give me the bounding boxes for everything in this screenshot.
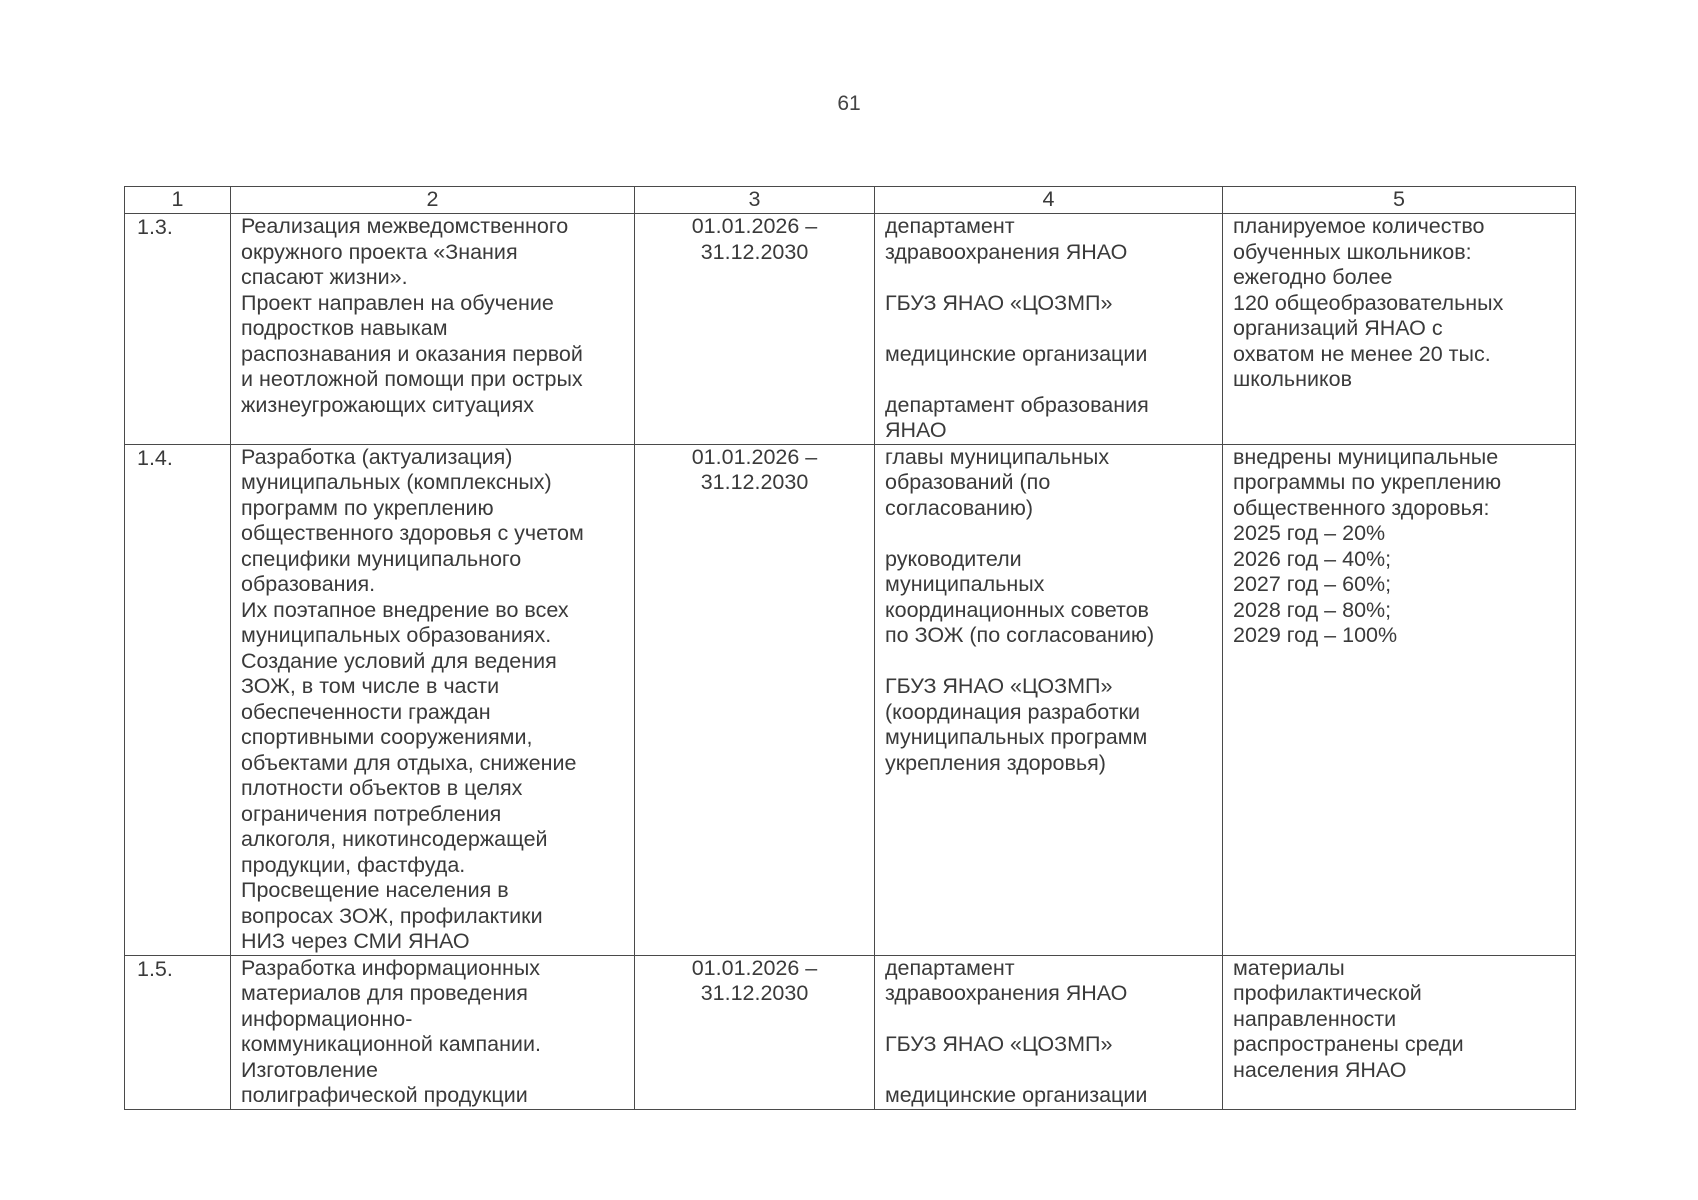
responsible-line: руководители xyxy=(885,546,1022,571)
paragraph-gap xyxy=(885,649,1212,675)
responsible-line: (координация разработки xyxy=(885,699,1141,724)
responsible-line: департамент xyxy=(885,955,1015,980)
paragraph-gap xyxy=(885,265,1212,291)
row-number: 1.3. xyxy=(137,215,173,239)
description-line: обеспеченности граждан xyxy=(241,699,491,724)
description-line: Разработка информационных xyxy=(241,955,541,980)
description-line: Их поэтапное внедрение во всех xyxy=(241,597,569,622)
description-line: ограничения потребления xyxy=(241,801,502,826)
description-line: плотности объектов в целях xyxy=(241,776,523,800)
description-line: и неотложной помощи при острых xyxy=(241,367,583,391)
responsible-line: образований (по xyxy=(885,470,1051,494)
paragraph-gap xyxy=(885,1007,1212,1033)
description-line: жизнеугрожающих ситуациях xyxy=(241,392,535,417)
result-line: планируемое количество xyxy=(1233,214,1485,238)
responsible-line: муниципальных xyxy=(885,572,1045,596)
description-line: образования. xyxy=(241,572,376,596)
result-line: 2025 год – 20% xyxy=(1233,521,1386,545)
result-line: программы по укреплению xyxy=(1233,470,1502,494)
responsible-line: координационных советов xyxy=(885,597,1149,622)
column-header: 1 xyxy=(125,187,231,214)
result-line: внедрены муниципальные xyxy=(1233,444,1499,469)
column-header: 3 xyxy=(635,187,875,214)
description-line: материалов для проведения xyxy=(241,981,528,1005)
description-line: спортивными сооружениями, xyxy=(241,725,533,749)
result-line: общественного здоровья: xyxy=(1233,495,1490,520)
description-line: Разработка (актуализация) xyxy=(241,444,513,469)
responsible-cell xyxy=(875,444,1223,955)
result-line: материалы xyxy=(1233,955,1345,980)
description-line: продукции, фастфуда. xyxy=(241,852,466,877)
result-cell xyxy=(1223,444,1576,955)
result-line: 2026 год – 40%; xyxy=(1233,546,1392,571)
result-line: 120 общеобразовательных xyxy=(1233,290,1504,315)
period-line: 31.12.2030 xyxy=(700,239,809,264)
responsible-line: медицинские организации xyxy=(885,341,1148,366)
responsible-line: ЯНАО xyxy=(885,418,947,442)
responsible-line: здравоохранения ЯНАО xyxy=(885,239,1128,264)
table-header-row xyxy=(125,187,1576,214)
description-line: полиграфической продукции xyxy=(241,1083,528,1107)
paragraph-gap xyxy=(885,1058,1212,1084)
result-line: населения ЯНАО xyxy=(1233,1057,1407,1082)
responsible-line: укрепления здоровья) xyxy=(885,750,1106,775)
description-line: спасают жизни». xyxy=(241,265,408,289)
description-line: информационно- xyxy=(241,1006,413,1031)
description-line: коммуникационной кампании. xyxy=(241,1032,541,1056)
description-line: муниципальных образованиях. xyxy=(241,623,552,647)
description-cell xyxy=(231,444,635,955)
result-line: школьников xyxy=(1233,367,1353,391)
responsible-line: департамент xyxy=(885,214,1015,238)
column-header: 5 xyxy=(1223,187,1576,214)
responsible-cell xyxy=(875,214,1223,445)
responsible-line: по ЗОЖ (по согласованию) xyxy=(885,623,1155,647)
responsible-line: здравоохранения ЯНАО xyxy=(885,981,1128,1005)
description-line: программ по укреплению xyxy=(241,495,494,520)
result-line: ежегодно более xyxy=(1233,265,1393,289)
paragraph-gap xyxy=(885,316,1212,342)
period-line: 31.12.2030 xyxy=(700,470,809,494)
description-line: муниципальных (комплексных) xyxy=(241,470,552,494)
description-line: ЗОЖ, в том числе в части xyxy=(241,674,500,698)
description-line: Изготовление xyxy=(241,1057,378,1082)
row-number-cell xyxy=(125,955,231,1109)
row-number: 1.4. xyxy=(137,445,173,470)
table-row xyxy=(125,444,1576,955)
description-line: распознавания и оказания первой xyxy=(241,341,583,366)
result-line: 2029 год – 100% xyxy=(1233,623,1398,647)
description-line: специфики муниципального xyxy=(241,546,522,571)
responsible-cell xyxy=(875,955,1223,1109)
responsible-line: ГБУЗ ЯНАО «ЦОЗМП» xyxy=(885,674,1113,698)
period-cell xyxy=(635,444,875,955)
row-number: 1.5. xyxy=(137,956,173,981)
result-cell xyxy=(1223,955,1576,1109)
description-cell xyxy=(231,214,635,445)
column-header: 4 xyxy=(875,187,1223,214)
paragraph-gap xyxy=(885,367,1212,393)
description-line: НИЗ через СМИ ЯНАО xyxy=(241,929,470,953)
description-cell xyxy=(231,955,635,1109)
row-number-cell xyxy=(125,214,231,445)
responsible-line: департамент образования xyxy=(885,392,1149,417)
paragraph-gap xyxy=(885,521,1212,547)
result-line: организаций ЯНАО с xyxy=(1233,316,1443,340)
description-line: Просвещение населения в xyxy=(241,878,509,902)
result-line: 2028 год – 80%; xyxy=(1233,597,1392,622)
period-line: 01.01.2026 – xyxy=(691,444,818,469)
row-number-cell xyxy=(125,444,231,955)
responsible-line: медицинские организации xyxy=(885,1083,1148,1107)
measures-table xyxy=(124,186,1576,1110)
description-line: Реализация межведомственного xyxy=(241,214,569,238)
responsible-line: ГБУЗ ЯНАО «ЦОЗМП» xyxy=(885,290,1113,315)
period-line: 01.01.2026 – xyxy=(691,214,818,238)
result-line: профилактической xyxy=(1233,981,1422,1005)
description-line: подростков навыкам xyxy=(241,316,448,340)
period-cell xyxy=(635,955,875,1109)
table-row xyxy=(125,214,1576,445)
result-line: охватом не менее 20 тыс. xyxy=(1233,341,1491,366)
result-line: обученных школьников: xyxy=(1233,239,1472,264)
description-line: алкоголя, никотинсодержащей xyxy=(241,827,548,851)
description-line: Создание условий для ведения xyxy=(241,648,557,673)
table-row xyxy=(125,955,1576,1109)
result-line: направленности xyxy=(1233,1006,1397,1031)
result-line: 2027 год – 60%; xyxy=(1233,572,1392,596)
column-header: 2 xyxy=(231,187,635,214)
period-cell xyxy=(635,214,875,445)
page-number: 61 xyxy=(837,92,861,115)
description-line: общественного здоровья с учетом xyxy=(241,521,584,545)
responsible-line: главы муниципальных xyxy=(885,444,1110,469)
period-line: 01.01.2026 – xyxy=(691,955,818,980)
description-line: вопросах ЗОЖ, профилактики xyxy=(241,903,543,928)
description-line: окружного проекта «Знания xyxy=(241,239,518,264)
description-line: Проект направлен на обучение xyxy=(241,290,554,315)
period-line: 31.12.2030 xyxy=(700,981,809,1005)
description-line: объектами для отдыха, снижение xyxy=(241,750,577,775)
responsible-line: ГБУЗ ЯНАО «ЦОЗМП» xyxy=(885,1032,1113,1056)
result-line: распространены среди xyxy=(1233,1032,1464,1056)
result-cell xyxy=(1223,214,1576,445)
responsible-line: муниципальных программ xyxy=(885,725,1148,749)
responsible-line: согласованию) xyxy=(885,495,1034,520)
